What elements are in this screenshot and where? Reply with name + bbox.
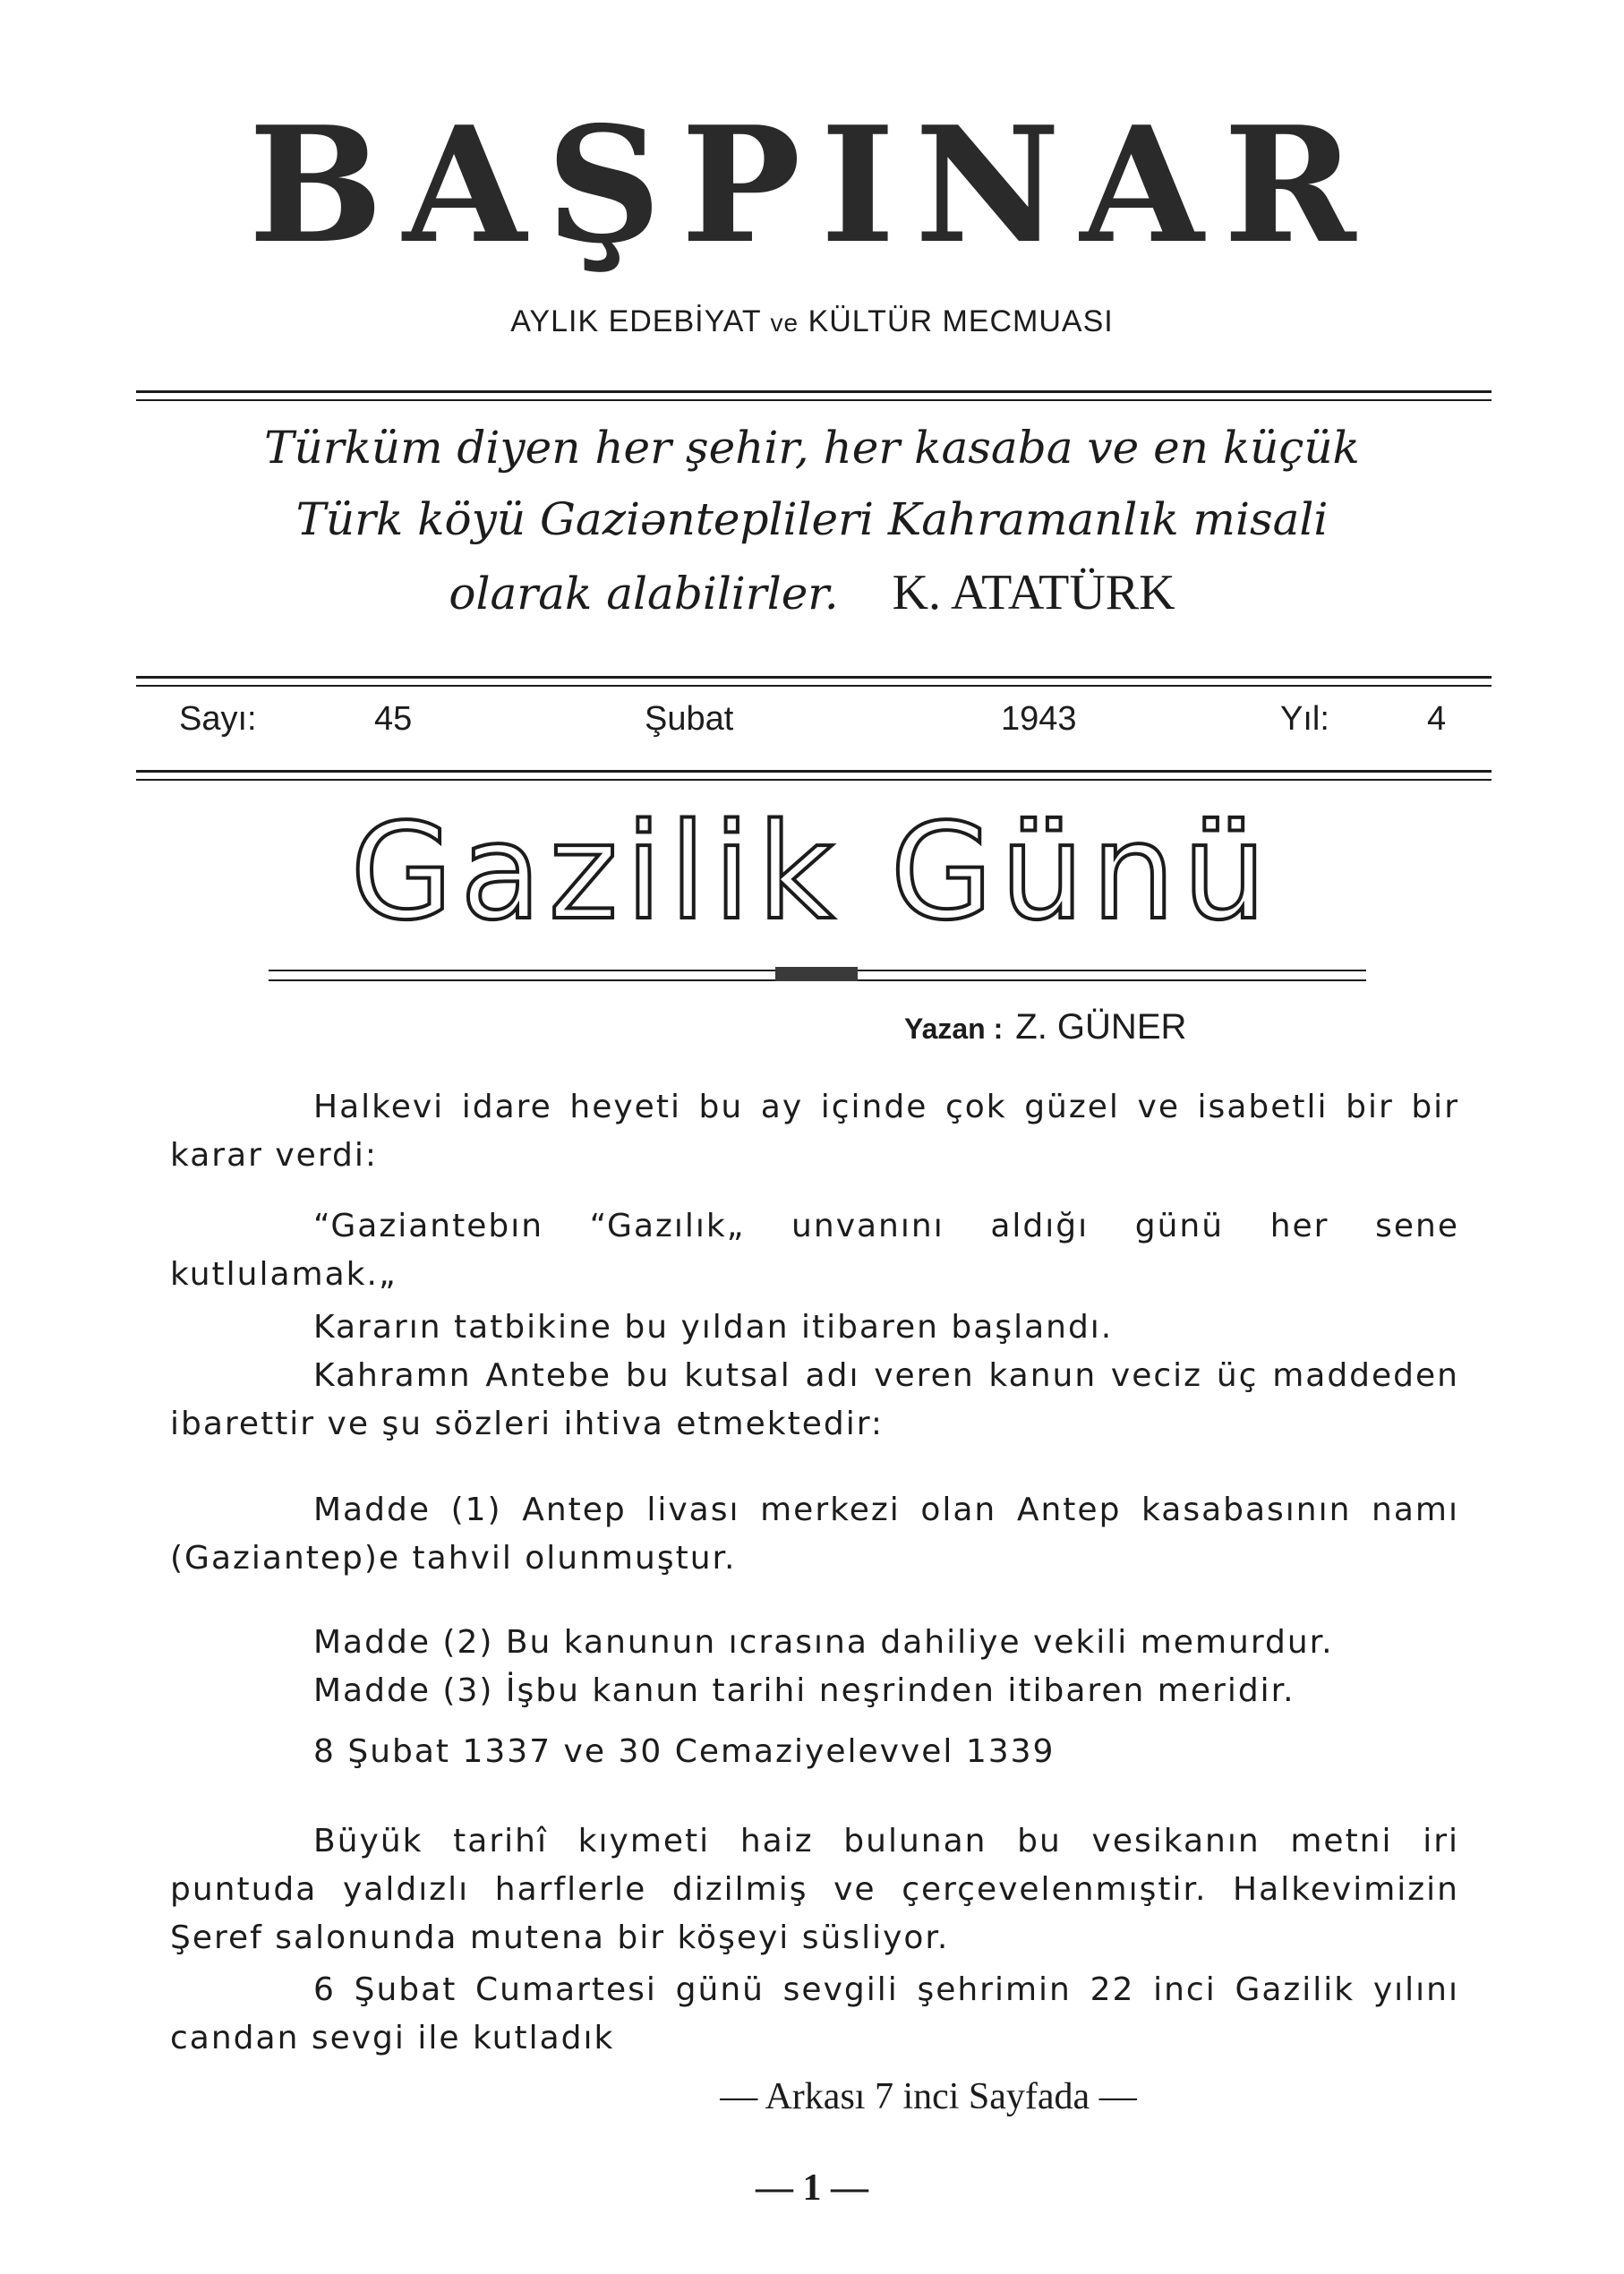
article-paragraph: Kararın tatbikine bu yıldan itibaren başlandı. (313, 1309, 1114, 1346)
page-number: — 1 — (756, 2167, 868, 2209)
issue-year: 1943 (1001, 700, 1077, 738)
magazine-subtitle (0, 304, 1624, 339)
article-paragraph: 6 Şubat Cumartesi günü sevgili şehrimin 22 inci Gazilik yılını candan sevgi ile kutladık (170, 1971, 1459, 2056)
article-body-3 (170, 1304, 1459, 1449)
article-body-2 (170, 1202, 1459, 1299)
ataturk-quote-line-3 (0, 557, 1624, 629)
article-paragraph: Madde (2) Bu kanunun ıcrasına dahiliye vekili memurdur. (313, 1624, 1334, 1661)
article-body-1 (170, 1083, 1459, 1180)
quote-ending: olarak alabilirler. (449, 568, 839, 620)
article-body-4 (170, 1486, 1459, 1583)
ataturk-quote-line-2: Türk köyü Gaziənteplileri Kahramanlık misali (295, 493, 1329, 545)
article-byline (904, 1007, 1186, 1047)
volume-label: Yıl: (1280, 700, 1329, 738)
article-headline: Gazilik Günü (350, 795, 1274, 949)
article-body-7 (170, 1817, 1459, 1962)
byline-label: Yazan : (904, 1013, 1004, 1045)
continued-on-page-note: — Arkası 7 inci Sayfada — (720, 2076, 1137, 2117)
article-paragraph: Madde (3) İşbu kanun tarihi neşrinden itibaren meridir. (313, 1672, 1295, 1709)
ataturk-quote-line-1: Türküm diyen her şehir, her kasaba ve en küçük (264, 422, 1360, 474)
article-paragraph: Kahramn Antebe bu kutsal adı veren kanun veciz üç maddeden ibarettir ve şu sözleri ihtiva etmektedir: (170, 1357, 1459, 1442)
article-paragraph: Büyük tarihî kıymeti haiz bulunan bu vesikanın metni iri puntuda yaldızlı harflerle dizilmiş ve çerçevelenmıştir. Halkevimizin Şeref salonunda mutena bir köşeyi süsliyor. (170, 1823, 1459, 1956)
article-body-6 (170, 1728, 1459, 1776)
issue-divider-bottom (136, 770, 1492, 781)
issue-number: 45 (374, 700, 413, 738)
article-paragraph: Halkevi idare heyeti bu ay içinde çok güzel ve isabetli bir bir karar verdi: (170, 1089, 1459, 1174)
divider-ornament (775, 967, 858, 981)
issue-number-label: Sayı: (179, 700, 257, 738)
magazine-title: BAŞPINAR (248, 91, 1376, 278)
article-paragraph: Madde (1) Antep livası merkezi olan Antep kasabasının namı (Gaziantep)e tahvil olunmuştur. (170, 1492, 1459, 1577)
article-body-8 (170, 1966, 1459, 2063)
subtitle-connector: ve (770, 309, 799, 337)
article-paragraph: 8 Şubat 1337 ve 30 Cemaziyelevvel 1339 (313, 1733, 1056, 1770)
header-divider-top (136, 390, 1492, 401)
issue-month: Şubat (645, 700, 734, 738)
byline-author: Z. GÜNER (1015, 1007, 1187, 1047)
issue-divider-top (136, 676, 1492, 687)
article-paragraph: “Gaziantebın “Gazılık„ unvanını aldığı günü her sene kutlulamak.„ (170, 1208, 1459, 1293)
volume-number: 4 (1427, 700, 1447, 738)
quote-author: K. ATATÜRK (892, 565, 1175, 620)
subtitle-part-b: KÜLTÜR MECMUASI (808, 304, 1114, 338)
subtitle-part-a: AYLIK EDEBİYAT (510, 304, 762, 338)
article-body-5 (170, 1619, 1459, 1715)
